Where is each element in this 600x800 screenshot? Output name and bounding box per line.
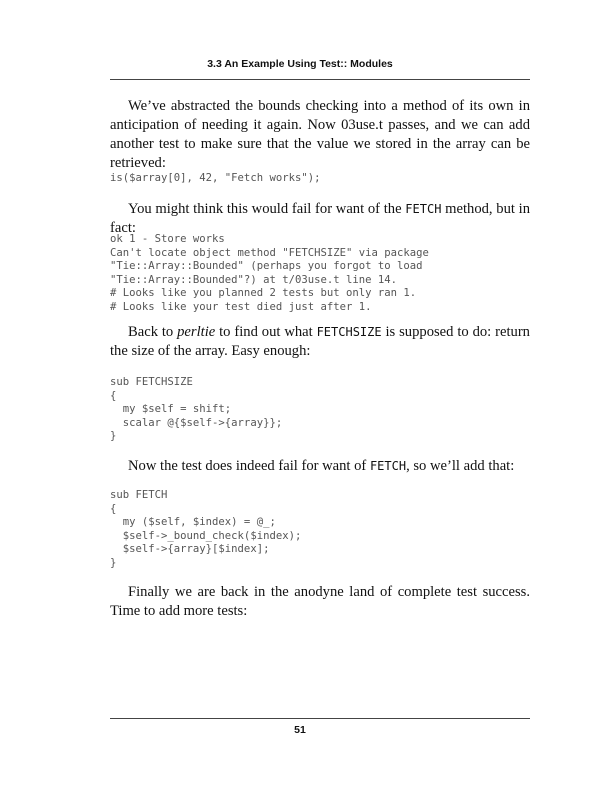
paragraph-perltie [110, 323, 530, 361]
perltie-italic: perltie [177, 324, 216, 340]
code-block-fetch-test: is($array[0], 42, "Fetch works"); [110, 172, 321, 184]
paragraph-success [110, 583, 530, 621]
inline-code-fetchsize: FETCHSIZE [316, 325, 382, 339]
inline-code-fetch: FETCH [405, 202, 442, 216]
paragraph-add-fetch [110, 457, 530, 476]
code-block-fetch-sub: sub FETCH { my ($self, $index) = @_; $self->_bound_check($index); $self->{array}[$index]; } [110, 489, 302, 569]
footer-rule [110, 718, 530, 719]
paragraph-success-text: Finally we are back in the anodyne land of complete test success. Time to add more tests: [110, 584, 530, 619]
header-rule [110, 79, 530, 80]
paragraph-perltie-text-2: to find out what [215, 324, 317, 340]
page-number: 51 [294, 724, 306, 736]
code-block-test-output: ok 1 - Store works Can't locate object method "FETCHSIZE" via package "Tie::Array::Bounded" (perhaps you forgot to load "Tie::Array::Bounded"?) at t/03use.t line 14. # Looks like you planned 2 tests but only ran 1. # Looks like your test died just after 1. [110, 233, 429, 313]
paragraph-add-fetch-text-2: , so we’ll add that: [406, 458, 515, 474]
paragraph-perltie-text-3: is supposed to do: return the size of the array. Easy enough: [110, 324, 530, 359]
paragraph-fetch-fail-text-1: You might think this would fail for want of the [128, 201, 406, 217]
inline-code-fetch-2: FETCH [369, 459, 407, 473]
paragraph-abstracted [110, 97, 530, 173]
code-block-fetchsize-sub: sub FETCHSIZE { my $self = shift; scalar @{$self->{array}}; } [110, 376, 283, 443]
paragraph-perltie-text-1: Back to [128, 324, 178, 340]
paragraph-fetch-fail-text-2: method, but in fact: [110, 201, 530, 236]
paragraph-add-fetch-text-1: Now the test does indeed fail for want of [128, 458, 370, 474]
running-header: 3.3 An Example Using Test:: Modules [207, 58, 393, 70]
paragraph-abstracted-text: We’ve abstracted the bounds checking into a method of its own in anticipation of needing it again. Now 03use.t passes, and we can add another test to make sure that the value we stored in the array can be retrieved: [110, 98, 530, 171]
